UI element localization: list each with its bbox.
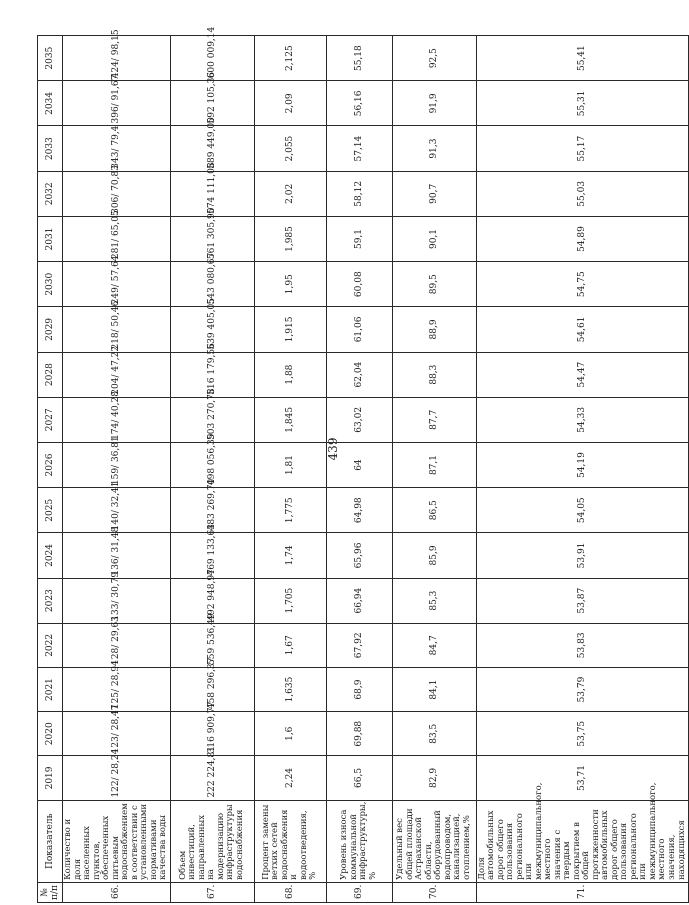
header-year: 2030 (38, 262, 63, 307)
row-number: 66. (63, 882, 171, 902)
value-cell: 57,14 (326, 126, 392, 171)
value-cell: 2,055 (254, 126, 326, 171)
value-cell: 67,92 (326, 623, 392, 667)
row-label: Процент замены ветхих сетей водоснабжения и водоотведения, % (254, 800, 326, 882)
page-number: 439 (326, 437, 340, 461)
value-cell: 343/ 79,4 (63, 126, 171, 171)
value-cell: 174/ 40,28 (63, 397, 171, 442)
header-num: № п/п (38, 882, 63, 902)
row-label: Уровень износа коммунальной инфраструктуры, % (326, 800, 392, 882)
value-cell: 1,81 (254, 442, 326, 487)
row-label: Удельный вес общей площади Астраханской области, оборудованный водопроводом, канализацией, отоплением,% (392, 800, 476, 882)
value-cell: 2,02 (254, 171, 326, 216)
value-cell: 55,18 (326, 36, 392, 81)
value-cell: 316 909,77 (170, 712, 254, 756)
header-year: 2028 (38, 352, 63, 397)
value-cell: 574 111,08 (170, 171, 254, 216)
value-cell: 56,16 (326, 81, 392, 126)
header-year: 2031 (38, 216, 63, 261)
table-body (63, 26, 689, 903)
value-cell: 66,5 (326, 756, 392, 800)
value-cell: 589 449,00 (170, 126, 254, 171)
value-cell: 54,61 (476, 307, 688, 352)
value-cell: 133/ 30,79 (63, 578, 171, 623)
row-number: 67. (170, 882, 254, 902)
value-cell: 65,96 (326, 533, 392, 578)
value-cell: 62,04 (326, 352, 392, 397)
value-cell: 61,06 (326, 307, 392, 352)
value-cell: 54,33 (476, 397, 688, 442)
value-cell: 492 948,97 (170, 578, 254, 623)
value-cell: 306/ 70,83 (63, 171, 171, 216)
indicators-table (37, 26, 689, 903)
header-year: 2025 (38, 488, 63, 533)
value-cell: 88,3 (392, 352, 476, 397)
value-cell: 87,1 (392, 442, 476, 487)
value-cell: 87,7 (392, 397, 476, 442)
header-year: 2029 (38, 307, 63, 352)
value-cell: 128/ 29,63 (63, 623, 171, 667)
value-cell: 159/ 36,81 (63, 442, 171, 487)
header-year: 2034 (38, 81, 63, 126)
value-cell: 424/ 98,15 (63, 36, 171, 81)
value-cell: 92,5 (392, 36, 476, 81)
header-year: 2033 (38, 126, 63, 171)
value-cell: 58,12 (326, 171, 392, 216)
value-cell: 539 405,05 (170, 307, 254, 352)
table-row (476, 36, 688, 903)
value-cell: 1,915 (254, 307, 326, 352)
value-cell: 85,3 (392, 578, 476, 623)
value-cell: 53,83 (476, 623, 688, 667)
value-cell: 86,5 (392, 488, 476, 533)
value-cell: 249/ 57,64 (63, 262, 171, 307)
value-cell: 53,87 (476, 578, 688, 623)
value-cell: 54,19 (476, 442, 688, 487)
value-cell: 1,845 (254, 397, 326, 442)
value-cell: 89,5 (392, 262, 476, 307)
value-cell: 55,31 (476, 81, 688, 126)
rotated-table-container (37, 26, 687, 903)
value-cell: 90,1 (392, 216, 476, 261)
value-cell: 63,02 (326, 397, 392, 442)
value-cell: 218/ 50,46 (63, 307, 171, 352)
value-cell: 82,9 (392, 756, 476, 800)
header-year: 2026 (38, 442, 63, 487)
value-cell: 68,9 (326, 667, 392, 711)
value-cell: 483 269,70 (170, 488, 254, 533)
value-cell: 64 (326, 442, 392, 487)
value-cell: 1,6 (254, 712, 326, 756)
value-cell: 53,91 (476, 533, 688, 578)
value-cell: 140/ 32,41 (63, 488, 171, 533)
value-cell: 53,79 (476, 667, 688, 711)
header-year: 2019 (38, 756, 63, 800)
value-cell: 2,24 (254, 756, 326, 800)
row-number: 68. (254, 882, 326, 902)
value-cell: 91,9 (392, 81, 476, 126)
table-row (170, 36, 254, 903)
value-cell: 55,03 (476, 171, 688, 216)
header-year: 2023 (38, 578, 63, 623)
header-row (38, 36, 63, 903)
value-cell: 84,1 (392, 667, 476, 711)
value-cell: 543 080,67 (170, 262, 254, 307)
value-cell: 498 056,39 (170, 442, 254, 487)
value-cell: 54,75 (476, 262, 688, 307)
value-cell: 54,05 (476, 488, 688, 533)
value-cell: 1,67 (254, 623, 326, 667)
value-cell: 503 270,78 (170, 397, 254, 442)
value-cell: 55,17 (476, 126, 688, 171)
value-cell: 84,7 (392, 623, 476, 667)
value-cell: 1,95 (254, 262, 326, 307)
header-indicator: Показатель (38, 800, 63, 882)
value-cell: 592 105,36 (170, 81, 254, 126)
value-cell: 59,1 (326, 216, 392, 261)
value-cell: 122/ 28,24 (63, 756, 171, 800)
header-year: 2027 (38, 397, 63, 442)
row-label: Доля автомобильных дорог общего пользования регионального или межмуниципального, местного значения с твердым покрытием в общей протяженности автомобильных дорог общего пользования регионального или межмуниципального, местного значения, находящихся (476, 800, 688, 882)
value-cell: 516 179,56 (170, 352, 254, 397)
value-cell: 222 224,81 (170, 756, 254, 800)
value-cell: 469 133,63 (170, 533, 254, 578)
value-cell: 204/ 47,22 (63, 352, 171, 397)
table-row (254, 36, 326, 903)
table-row (392, 36, 476, 903)
table-row (326, 36, 392, 903)
value-cell: 54,89 (476, 216, 688, 261)
header-year: 2020 (38, 712, 63, 756)
value-cell: 53,75 (476, 712, 688, 756)
value-cell: 60,08 (326, 262, 392, 307)
value-cell: 2,125 (254, 36, 326, 81)
value-cell: 91,3 (392, 126, 476, 171)
value-cell: 1,985 (254, 216, 326, 261)
value-cell: 1,775 (254, 488, 326, 533)
value-cell: 66,94 (326, 578, 392, 623)
value-cell: 54,47 (476, 352, 688, 397)
header-year: 2022 (38, 623, 63, 667)
row-label: Объем инвестиций, направленных на модернизацию инфраструктуры водоснабжения (170, 800, 254, 882)
value-cell: 281/ 65,05 (63, 216, 171, 261)
value-cell: 136/ 31,48 (63, 533, 171, 578)
header-year: 2024 (38, 533, 63, 578)
value-cell: 64,98 (326, 488, 392, 533)
value-cell: 458 296,37 (170, 667, 254, 711)
value-cell: 1,705 (254, 578, 326, 623)
value-cell: 85,9 (392, 533, 476, 578)
value-cell: 559 536,49 (170, 623, 254, 667)
value-cell: 69,88 (326, 712, 392, 756)
table-row (63, 36, 171, 903)
value-cell: 600 009,14 (170, 36, 254, 81)
value-cell: 561 305,90 (170, 216, 254, 261)
value-cell: 83,5 (392, 712, 476, 756)
value-cell: 125/ 28,94 (63, 667, 171, 711)
value-cell: 123/ 28,47 (63, 712, 171, 756)
value-cell: 1,74 (254, 533, 326, 578)
value-cell: 1,88 (254, 352, 326, 397)
row-number: 71. (476, 882, 688, 902)
value-cell: 1,635 (254, 667, 326, 711)
value-cell: 396/ 91,67 (63, 81, 171, 126)
header-year: 2035 (38, 36, 63, 81)
row-number: 69. (326, 882, 392, 902)
value-cell: 2,09 (254, 81, 326, 126)
row-label: Количество и доля населенных пунктов, обеспеченных питьевым водоснабжением в соответствии с установленными нормативами качества воды (63, 800, 171, 882)
value-cell: 88,9 (392, 307, 476, 352)
row-number: 70. (392, 882, 476, 902)
header-year: 2032 (38, 171, 63, 216)
value-cell: 53,71 (476, 756, 688, 800)
value-cell: 55,41 (476, 36, 688, 81)
header-year: 2021 (38, 667, 63, 711)
value-cell: 90,7 (392, 171, 476, 216)
